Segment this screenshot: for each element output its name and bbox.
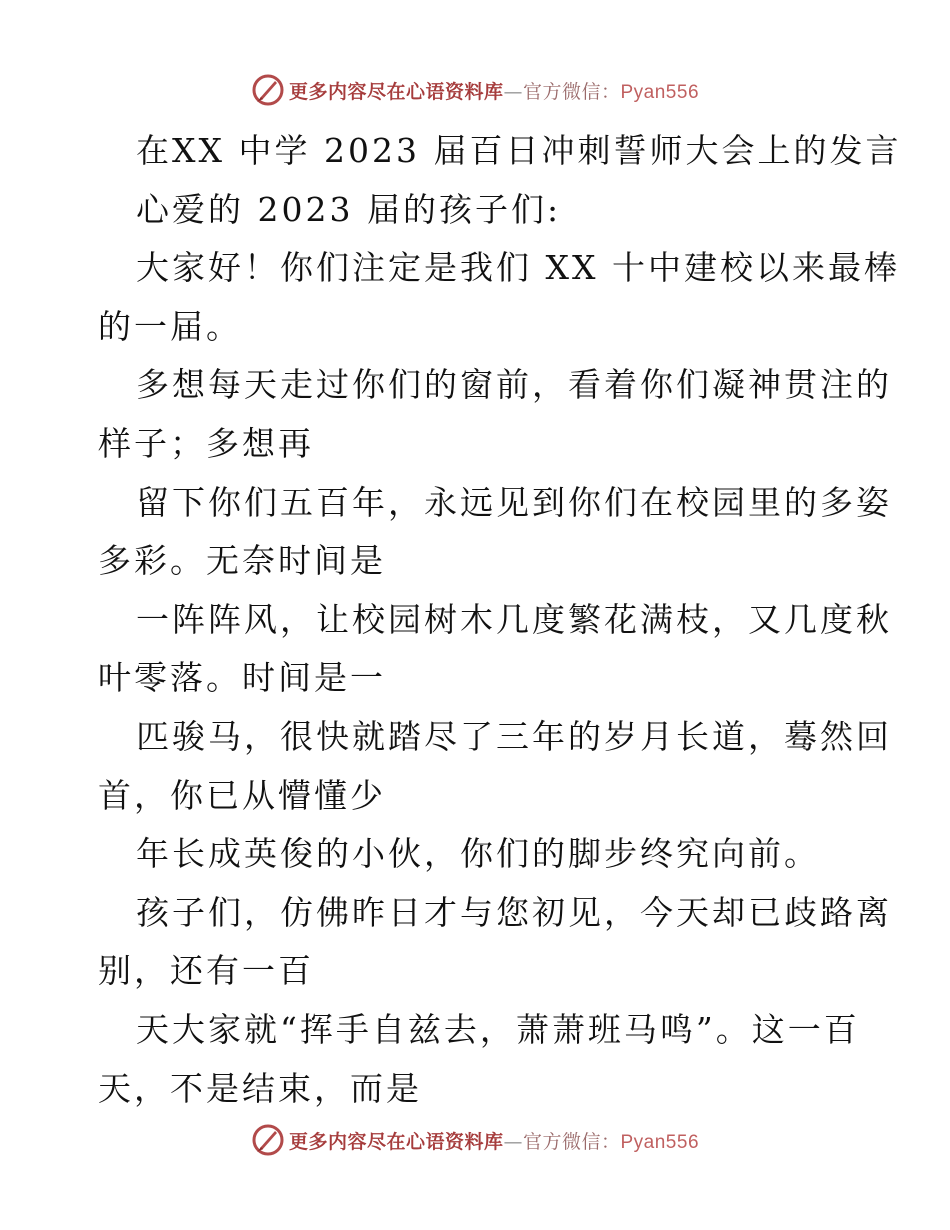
- paragraph-line: 多想每天走过你们的窗前，看着你们凝神贯注的: [136, 365, 892, 405]
- paragraph-line: 多彩。无奈时间是: [98, 541, 386, 581]
- paragraph-line: 首，你已从懵懂少: [98, 775, 386, 815]
- banner-title: 更多内容尽在心语资料库: [288, 1130, 504, 1153]
- paragraph-line: 匹骏马，很快就踏尽了三年的岁月长道，蓦然回: [136, 716, 892, 756]
- banner-text: [289, 77, 699, 104]
- document-body: [98, 122, 902, 1118]
- paragraph-line: 一阵阵风，让校园树木几度繁花满枝，又几度秋: [136, 599, 892, 639]
- document-title: 在XX 中学 2023 届百日冲刺誓师大会上的发言: [136, 131, 902, 170]
- paragraph-line: 孩子们，仿佛昨日才与您初见，今天却已歧路离: [136, 892, 892, 932]
- paragraph-line: 年长成英俊的小伙，你们的脚步终究向前。: [136, 834, 820, 874]
- header-banner: [0, 70, 950, 110]
- banner-title: 更多内容尽在心语资料库: [288, 80, 504, 103]
- banner-wechat-id: Pyan556: [620, 81, 700, 103]
- banner-wechat-label: 官方微信：: [522, 80, 621, 103]
- paragraph-line: 大家好！你们注定是我们 XX 十中建校以来最棒: [136, 248, 900, 288]
- paragraph-line: 叶零落。时间是一: [98, 658, 386, 698]
- paragraph-line: 天大家就“挥手自兹去，萧萧班马鸣”。这一百: [136, 1009, 860, 1049]
- banner-wechat-id: Pyan556: [620, 1131, 700, 1153]
- quill-logo-icon: [251, 73, 285, 107]
- banner-dash: —: [503, 1130, 523, 1153]
- banner-text: [289, 1127, 699, 1154]
- paragraph-line: 的一届。: [98, 306, 242, 346]
- footer-banner: [0, 1120, 950, 1160]
- salutation: 心爱的 2023 届的孩子们:: [136, 189, 562, 229]
- paragraph-line: 别，还有一百: [98, 951, 314, 991]
- banner-dash: —: [503, 80, 523, 103]
- quill-logo-icon: [251, 1123, 285, 1157]
- paragraph-line: 样子；多想再: [98, 423, 314, 463]
- banner-wechat-label: 官方微信：: [522, 1130, 621, 1153]
- paragraph-line: 留下你们五百年，永远见到你们在校园里的多姿: [136, 482, 892, 522]
- paragraph-line: 天，不是结束，而是: [98, 1068, 422, 1108]
